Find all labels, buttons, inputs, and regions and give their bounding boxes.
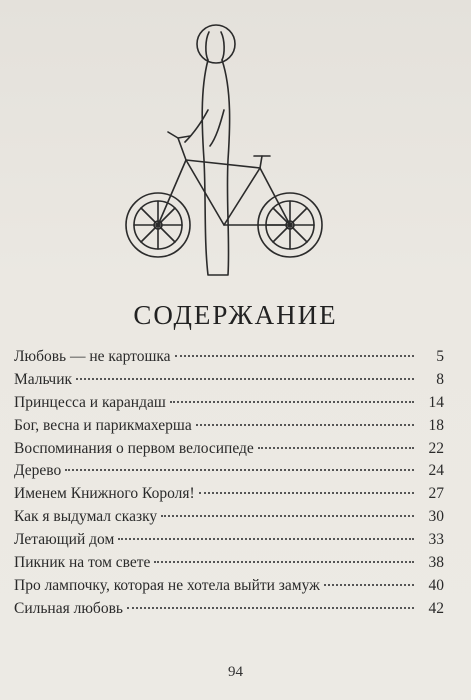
toc-entry-page: 18 — [428, 416, 444, 434]
toc-entry-page: 40 — [428, 576, 444, 594]
toc-entry-page: 8 — [436, 370, 444, 388]
figure-with-bicycle-icon — [120, 20, 330, 285]
page-number: 94 — [228, 664, 243, 680]
toc-dot-leader — [76, 378, 414, 380]
toc-dot-leader — [127, 607, 414, 609]
toc-entry[interactable] — [14, 415, 444, 438]
toc-entry-title: Воспоминания о первом велосипеде — [14, 439, 254, 457]
toc-entry[interactable] — [14, 483, 444, 506]
toc-entry-title: Сильная любовь — [14, 599, 123, 617]
toc-dot-leader — [170, 401, 414, 403]
toc-entry-page: 22 — [428, 439, 444, 457]
toc-entry[interactable] — [14, 346, 444, 369]
toc-entry[interactable] — [14, 460, 444, 483]
table-of-contents — [14, 346, 444, 621]
toc-dot-leader — [258, 447, 414, 449]
toc-entry-page: 14 — [428, 393, 444, 411]
toc-entry-title: Как я выдумал сказку — [14, 508, 158, 526]
toc-entry-page: 30 — [428, 508, 444, 526]
toc-entry-page: 33 — [428, 531, 444, 549]
toc-entry-title: Пикник на том свете — [14, 554, 151, 572]
toc-entry[interactable] — [14, 392, 444, 415]
toc-dot-leader — [65, 469, 414, 471]
toc-dot-leader — [118, 538, 414, 540]
toc-entry-title: Дерево — [14, 462, 62, 480]
toc-dot-leader — [175, 355, 414, 357]
toc-dot-leader — [324, 584, 414, 586]
toc-dot-leader — [199, 492, 414, 494]
toc-entry-page: 27 — [428, 485, 444, 503]
toc-entry-title: Любовь — не картошка — [14, 348, 171, 365]
toc-entry[interactable] — [14, 529, 444, 552]
toc-dot-leader — [154, 561, 414, 563]
toc-entry[interactable] — [14, 552, 444, 575]
toc-entry[interactable] — [14, 438, 444, 461]
toc-entry-title: Бог, весна и парикмахерша — [14, 416, 192, 434]
contents-heading: СОДЕРЖАНИЕ — [133, 300, 338, 330]
toc-entry[interactable] — [14, 369, 444, 392]
toc-entry[interactable] — [14, 575, 444, 598]
toc-entry-page: 42 — [428, 599, 444, 617]
toc-entry-title: Именем Книжного Короля! — [14, 485, 195, 503]
toc-dot-leader — [196, 424, 414, 426]
toc-entry-title: Про лампочку, которая не хотела выйти замуж — [14, 576, 320, 594]
toc-entry[interactable] — [14, 506, 444, 529]
toc-entry-title: Принцесса и карандаш — [14, 393, 166, 411]
toc-entry[interactable] — [14, 598, 444, 621]
toc-entry-page: 24 — [428, 462, 444, 480]
toc-entry-page: 5 — [436, 348, 444, 365]
toc-entry-title: Мальчик — [14, 370, 73, 388]
toc-dot-leader — [161, 515, 414, 517]
toc-entry-title: Летающий дом — [14, 531, 115, 549]
toc-entry-page: 38 — [428, 554, 444, 572]
